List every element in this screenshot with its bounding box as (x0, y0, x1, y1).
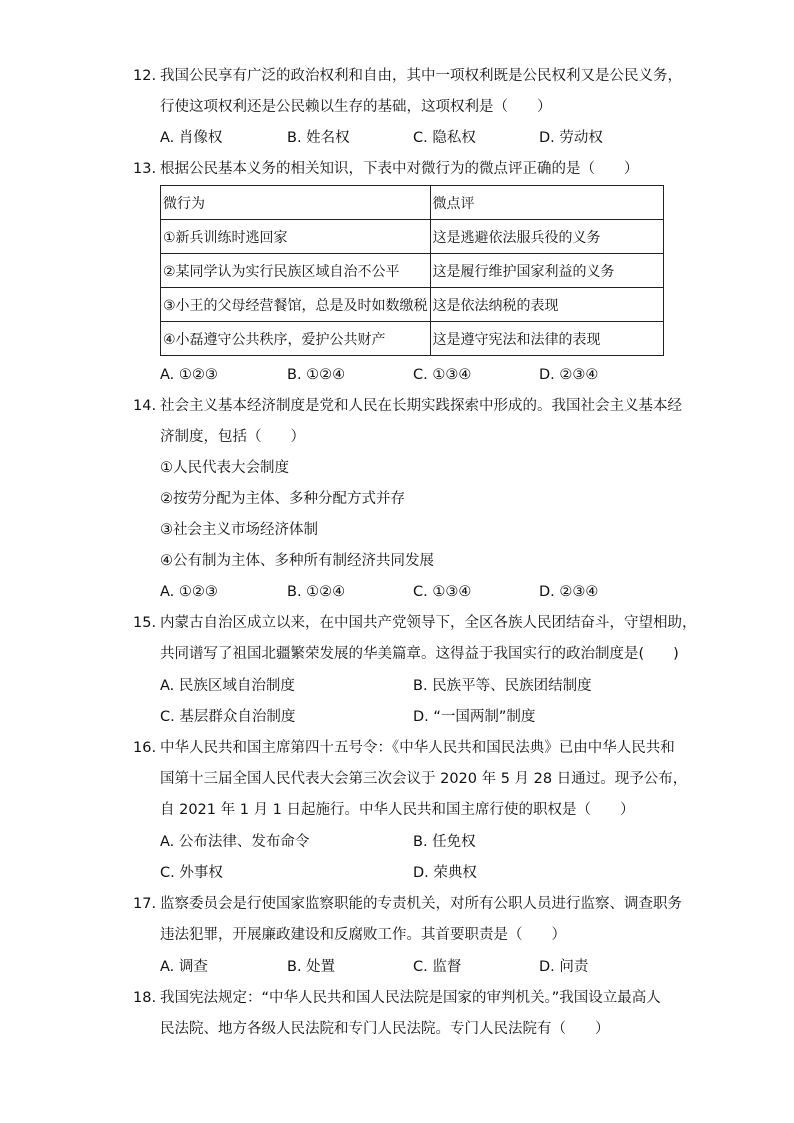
option-b[interactable]: B. 处置 (287, 959, 336, 975)
option-b[interactable]: B. 姓名权 (287, 130, 350, 146)
option-c[interactable]: C. 监督 (413, 959, 462, 975)
question-number: 15. (133, 615, 157, 631)
option-d[interactable]: D. 荣典权 (413, 865, 477, 881)
question-text: 民法院、地方各级人民法院和专门人民法院。专门人民法院有（ ） (160, 1021, 610, 1037)
option-d[interactable]: D. ②③④ (539, 367, 599, 383)
question-text: 中华人民共和国主席第四十五号令：《中华人民共和国民法典》已由中华人民共和 (160, 740, 675, 756)
table-cell: 这是依法纳税的表现 (430, 288, 663, 322)
question-text: 自 2021 年 1 月 1 日起施行。中华人民共和国主席行使的职权是（ ） (160, 802, 635, 818)
question-number: 12. (133, 68, 157, 84)
table-cell: 这是逃避依法服兵役的义务 (430, 220, 663, 254)
question-text: 违法犯罪，开展廉政建设和反腐败工作。其首要职责是（ ） (160, 927, 566, 943)
question-text: 我国公民享有广泛的政治权利和自由，其中一项权利既是公民权利又是公民义务， (160, 68, 682, 84)
table-row (161, 254, 664, 288)
statement-item: ②按劳分配为主体、多种分配方式并存 (160, 491, 405, 507)
option-c[interactable]: C. ①③④ (413, 584, 472, 600)
table-header-row (161, 186, 664, 220)
question-text: 济制度，包括（ ） (160, 429, 305, 445)
option-b[interactable]: B. 任免权 (413, 834, 476, 850)
question-number: 18. (133, 990, 157, 1006)
question-text: 我国宪法规定：“中华人民共和国人民法院是国家的审判机关。”我国设立最高人 (160, 990, 661, 1006)
option-a[interactable]: A. ①②③ (160, 367, 218, 383)
option-a[interactable]: A. 公布法律、发布命令 (160, 834, 310, 850)
question-text: 根据公民基本义务的相关知识，下表中对微行为的微点评正确的是（ ） (160, 161, 639, 177)
table-cell: ①新兵训练时逃回家 (161, 220, 431, 254)
option-b[interactable]: B. ①②④ (287, 584, 346, 600)
option-c[interactable]: C. 基层群众自治制度 (160, 709, 296, 725)
statement-item: ③社会主义市场经济体制 (160, 522, 318, 538)
table-header-cell: 微点评 (430, 186, 663, 220)
question-text: 行使这项权利还是公民赖以生存的基础，这项权利是（ ） (160, 99, 552, 115)
table-row (161, 220, 664, 254)
option-d[interactable]: D. ②③④ (539, 584, 599, 600)
table-row (161, 288, 664, 322)
option-d[interactable]: D. 问责 (539, 959, 589, 975)
table-row (161, 322, 664, 356)
question-text: 社会主义基本经济制度是党和人民在长期实践探索中形成的。我国社会主义基本经 (160, 398, 682, 414)
question-number: 16. (133, 740, 157, 756)
table-header-cell: 微行为 (161, 186, 431, 220)
option-b[interactable]: B. ①②④ (287, 367, 346, 383)
question-text: 监察委员会是行使国家监察职能的专责机关，对所有公职人员进行监察、调查职务 (160, 896, 682, 912)
option-d[interactable]: D. 劳动权 (539, 130, 603, 146)
option-c[interactable]: C. 隐私权 (413, 130, 476, 146)
question-number: 14. (133, 398, 157, 414)
option-a[interactable]: A. 调查 (160, 959, 208, 975)
table-cell: 这是履行维护国家利益的义务 (430, 254, 663, 288)
option-b[interactable]: B. 民族平等、民族团结制度 (413, 678, 592, 694)
statement-item: ④公有制为主体、多种所有制经济共同发展 (160, 553, 434, 569)
option-c[interactable]: C. 外事权 (160, 865, 223, 881)
question-number: 17. (133, 896, 157, 912)
question-text: 共同谱写了祖国北疆繁荣发展的华美篇章。这得益于我国实行的政治制度是( ) (160, 646, 679, 662)
table-cell: ②某同学认为实行民族区域自治不公平 (161, 254, 431, 288)
table-cell: ④小磊遵守公共秩序，爱护公共财产 (161, 322, 431, 356)
question-number: 13. (133, 161, 157, 177)
statement-item: ①人民代表大会制度 (160, 460, 289, 476)
option-a[interactable]: A. ①②③ (160, 584, 218, 600)
option-c[interactable]: C. ①③④ (413, 367, 472, 383)
option-a[interactable]: A. 肖像权 (160, 130, 223, 146)
option-d[interactable]: D. “一国两制”制度 (413, 709, 536, 725)
option-a[interactable]: A. 民族区域自治制度 (160, 678, 295, 694)
question-text: 内蒙古自治区成立以来，在中国共产党领导下，全区各族人民团结奋斗，守望相助， (160, 615, 697, 631)
question-text: 国第十三届全国人民代表大会第三次会议于 2020 年 5 月 28 日通过。现予公布， (160, 771, 688, 787)
table-cell: ③小王的父母经营餐馆，总是及时如数缴税 (161, 288, 431, 322)
table-cell: 这是遵守宪法和法律的表现 (430, 322, 663, 356)
behavior-comment-table (160, 185, 664, 356)
